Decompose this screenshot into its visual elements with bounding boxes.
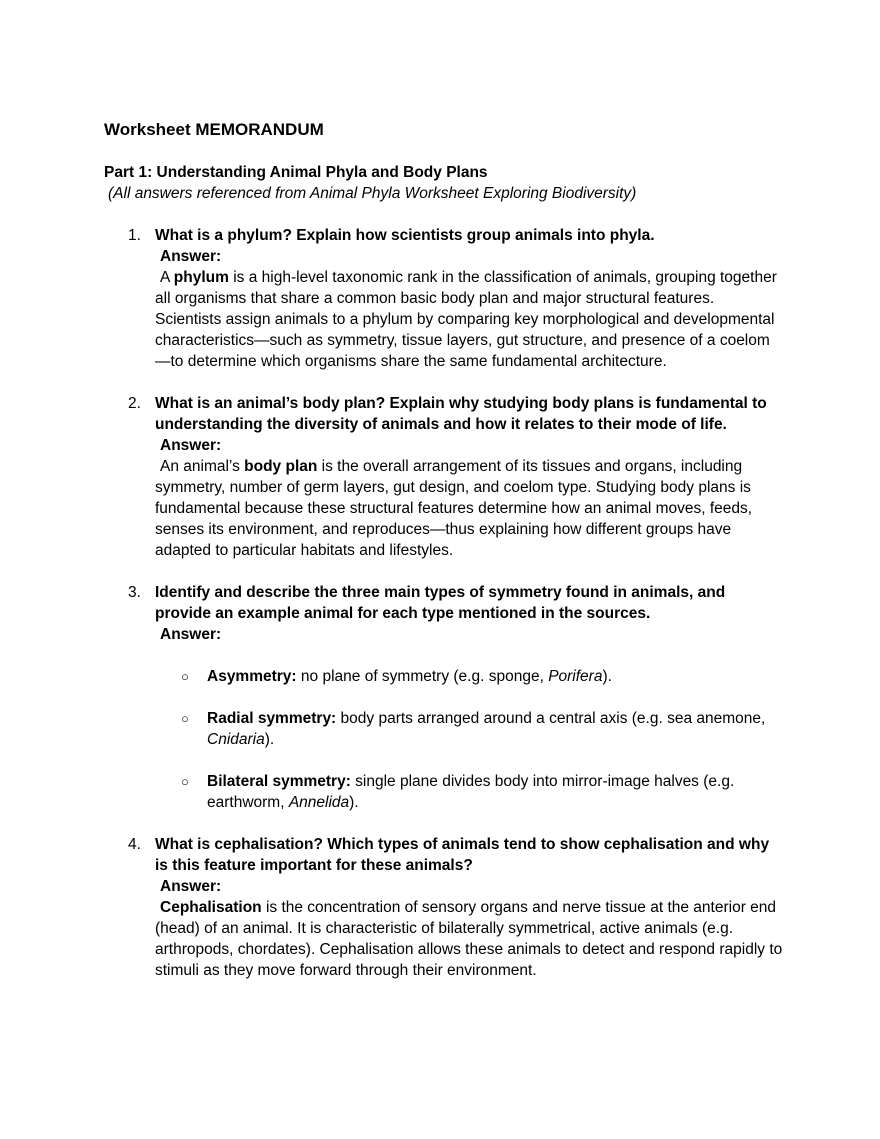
question-number: 4.	[128, 836, 141, 853]
answer-text: An animal’s body plan is the overall arrangement of its tissues and organs, including symmetry, number of germ layers, gut design, and coelom type. Studying body plans is fundamental because these structural features determine how an animal moves, feeds, senses its environment, and reproduces—thus explaining how different groups have adapted to particular habitats and lifestyles.	[155, 458, 753, 559]
answer-text: Cephalisation is the concentration of sensory organs and nerve tissue at the anterior end (head) of an animal. It is characteristic of bilaterally symmetrical, active animals (e.g. arthropods, chordates). Cephalisation allows these animals to detect and respond rapidly to stimuli as they move forward through their environment.	[155, 899, 783, 979]
question-number: 1.	[128, 227, 141, 244]
item-term: Radial symmetry:	[207, 710, 337, 727]
list-item: ○ Radial symmetry: body parts arranged around a central axis (e.g. sea anemone, Cnidaria).	[181, 710, 766, 748]
question-text: What is cephalisation? Which types of animals tend to show cephalisation and why is this feature important for these animals?	[155, 836, 770, 874]
item-term: Asymmetry:	[207, 668, 297, 685]
answer-label: Answer:	[160, 878, 222, 895]
circle-bullet-icon: ○	[181, 669, 189, 684]
question-1	[104, 225, 784, 372]
question-4	[104, 834, 784, 981]
question-text: What is an animal’s body plan? Explain why studying body plans is fundamental to understanding the diversity of animals and how it relates to their mode of life.	[155, 395, 767, 433]
document-page	[104, 120, 784, 1002]
question-number: 3.	[128, 584, 141, 601]
answer-text: A phylum is a high-level taxonomic rank in the classification of animals, grouping together all organisms that share a common basic body plan and major structural features. Scientists assign animals to a phylum by comparing key morphological and developmental characteristics—such as symmetry, tissue layers, gut structure, and presence of a coelom—to determine which organisms share the same fundamental architecture.	[155, 269, 777, 370]
answer-term: Cephalisation	[160, 899, 262, 916]
question-2	[104, 393, 784, 561]
item-example: Cnidaria	[207, 731, 265, 748]
circle-bullet-icon: ○	[181, 711, 189, 726]
question-text: What is a phylum? Explain how scientists group animals into phyla.	[155, 227, 655, 244]
list-item: ○ Bilateral symmetry: single plane divides body into mirror-image halves (e.g. earthworm, Annelida).	[181, 773, 735, 811]
question-3	[104, 582, 784, 813]
answer-term: phylum	[173, 269, 229, 286]
item-term: Bilateral symmetry:	[207, 773, 351, 790]
part-title: Part 1: Understanding Animal Phyla and Body Plans	[104, 164, 488, 181]
circle-bullet-icon: ○	[181, 774, 189, 789]
document-title: Worksheet MEMORANDUM	[104, 120, 324, 139]
list-item: ○ Asymmetry: no plane of symmetry (e.g. sponge, Porifera).	[181, 668, 612, 685]
symmetry-list	[155, 666, 784, 813]
item-example: Porifera	[548, 668, 603, 685]
answer-label: Answer:	[160, 626, 222, 643]
answer-label: Answer:	[160, 437, 222, 454]
answer-label: Answer:	[160, 248, 222, 265]
question-text: Identify and describe the three main types of symmetry found in animals, and provide an example animal for each type mentioned in the sources.	[155, 584, 726, 622]
question-number: 2.	[128, 395, 141, 412]
part-note: (All answers referenced from Animal Phyla Worksheet Exploring Biodiversity)	[108, 185, 637, 202]
item-example: Annelida	[288, 794, 350, 811]
answer-term: body plan	[244, 458, 318, 475]
